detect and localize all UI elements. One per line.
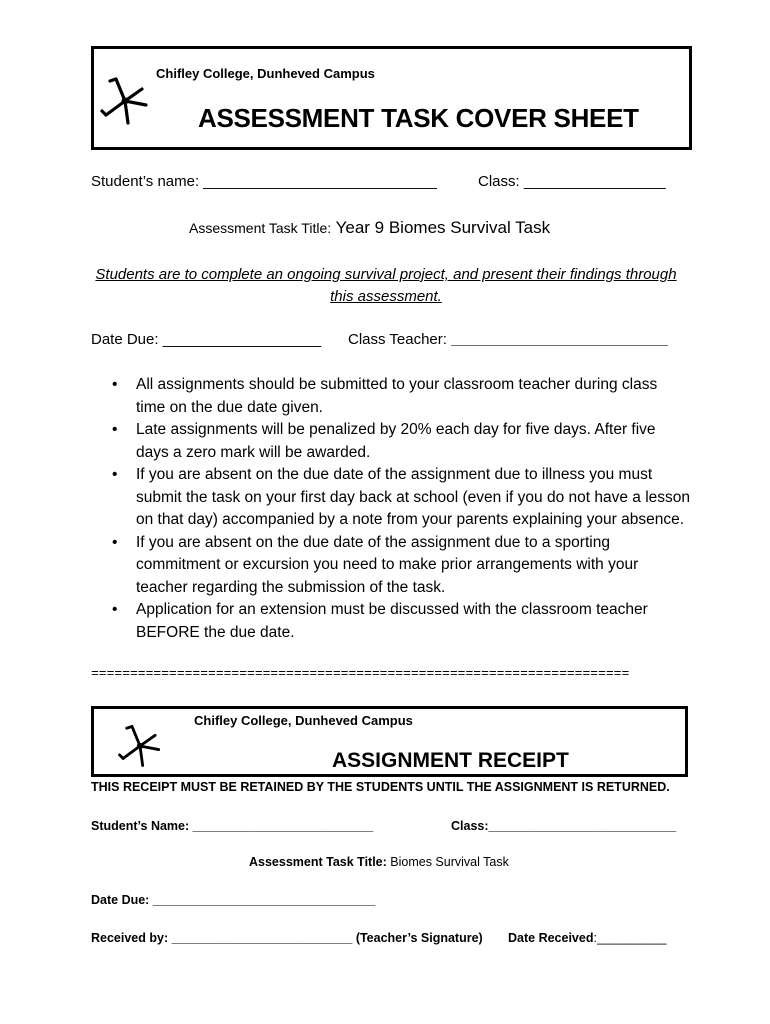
- task-title-row: [189, 218, 550, 238]
- class-teacher-line: __________________________: [451, 331, 669, 348]
- list-item: • If you are absent on the due date of the assignment due to illness you must submit the task on your first day back at school (even if you do not have a lesson on that day) accompanied by a note from your parents explaining your absence.: [112, 466, 690, 528]
- list-item: • All assignments should be submitted to your classroom teacher during class time on the due date given.: [112, 376, 658, 416]
- cover-campus-name: Chifley College, Dunheved Campus: [156, 66, 375, 81]
- date-due-field[interactable]: Date Due: ___________________: [91, 331, 322, 348]
- receipt-task-title-row: [249, 855, 509, 869]
- received-by-field[interactable]: Received by: __________________________ (Teacher’s Signature): [91, 931, 483, 945]
- bullet-icon: •: [112, 533, 118, 551]
- student-name-field[interactable]: Student’s name: ____________________________: [91, 173, 437, 190]
- class-field[interactable]: Class: _________________: [478, 173, 666, 190]
- class-teacher-field[interactable]: [348, 331, 668, 348]
- receipt-header-box: [91, 706, 688, 777]
- task-title-value: Year 9 Biomes Survival Task: [335, 218, 551, 237]
- bullet-icon: •: [112, 376, 118, 393]
- receipt-notice: THIS RECEIPT MUST BE RETAINED BY THE STUDENTS UNTIL THE ASSIGNMENT IS RETURNED.: [91, 780, 670, 794]
- list-item: • Application for an extension must be discussed with the classroom teacher BEFORE the due date.: [112, 601, 648, 641]
- cover-page-title: ASSESSMENT TASK COVER SHEET: [198, 103, 639, 133]
- cut-separator: =====================================================================: [91, 666, 630, 681]
- date-received-field[interactable]: [508, 931, 666, 945]
- college-logo-icon: [116, 719, 164, 773]
- receipt-task-title-label: Assessment Task Title:: [249, 855, 387, 869]
- receipt-campus-name: Chifley College, Dunheved Campus: [194, 713, 413, 728]
- receipt-class-field[interactable]: Class:___________________________: [451, 819, 677, 833]
- receipt-task-title-value: Biomes Survival Task: [390, 855, 509, 869]
- list-item: • Late assignments will be penalized by 20% each day for five days. After five days a zero mark will be awarded.: [112, 421, 656, 461]
- college-logo-icon: [98, 71, 152, 131]
- task-title-label: Assessment Task Title:: [189, 220, 332, 236]
- date-received-label: Date Received: [508, 931, 594, 945]
- date-received-line: :__________: [593, 931, 667, 945]
- list-item: • If you are absent on the due date of the assignment due to a sporting commitment or excursion you need to make prior arrangements with your teacher regarding the submission of the task.: [112, 533, 639, 596]
- class-teacher-label: Class Teacher:: [348, 331, 447, 348]
- bullet-icon: •: [112, 466, 118, 483]
- submission-rules-list: [112, 374, 690, 644]
- receipt-student-name-field[interactable]: Student’s Name: __________________________: [91, 819, 374, 833]
- cover-header-box: [91, 46, 692, 150]
- bullet-icon: •: [112, 601, 118, 618]
- receipt-date-due-field[interactable]: Date Due: ________________________________: [91, 893, 376, 907]
- bullet-icon: •: [112, 421, 118, 438]
- intro-statement: Students are to complete an ongoing survival project, and present their findings through this assessment.: [95, 266, 677, 305]
- receipt-title: ASSIGNMENT RECEIPT: [332, 749, 569, 772]
